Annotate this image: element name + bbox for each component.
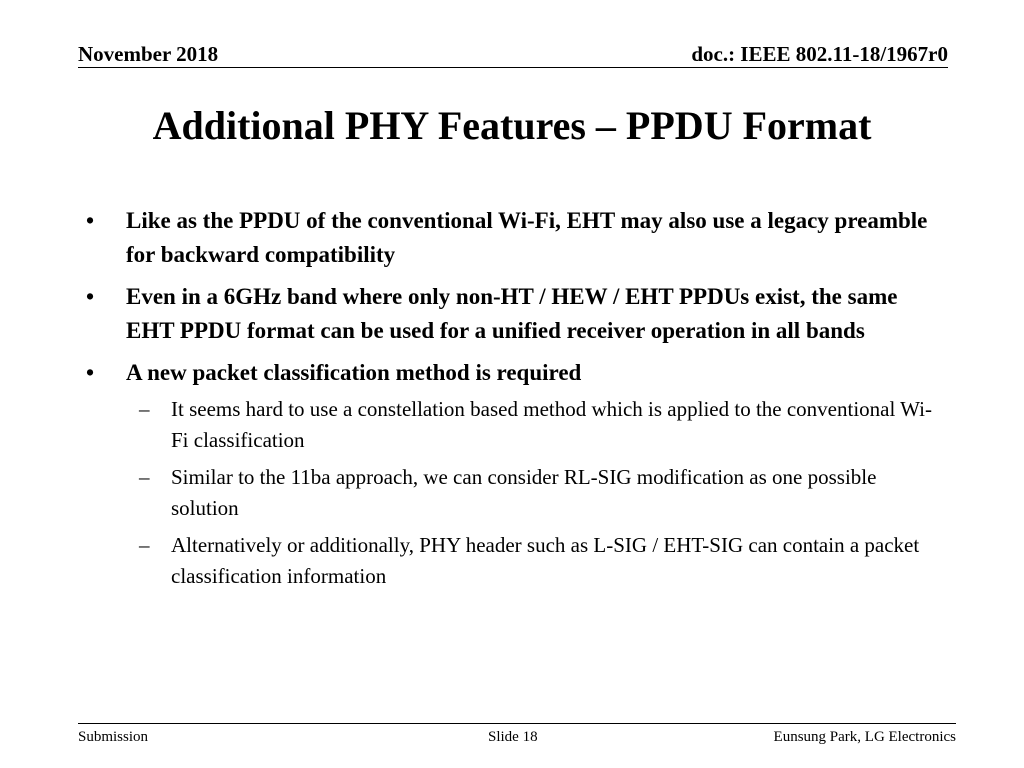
bullet-text: A new packet classification method is required <box>126 360 582 385</box>
header-doc-id: doc.: IEEE 802.11-18/1967r0 <box>691 42 948 66</box>
sub-bullet-item <box>84 530 936 592</box>
sub-bullet-text: Alternatively or additionally, PHY header such as L-SIG / EHT-SIG can contain a packet classification information <box>171 533 920 588</box>
bullet-item <box>84 280 936 348</box>
bullet-item <box>84 356 936 390</box>
footer-author: Eunsung Park, LG Electronics <box>773 729 956 745</box>
header-date: November 2018 <box>78 42 219 66</box>
slide-title: Additional PHY Features – PPDU Format <box>152 103 872 148</box>
sub-bullet-item <box>84 462 936 524</box>
bullet-text: Even in a 6GHz band where only non-HT / HEW / EHT PPDUs exist, the same EHT PPDU format can be used for a unified receiver operation in all bands <box>126 284 898 343</box>
sub-bullet-marker: – <box>139 397 150 421</box>
sub-bullet-text: It seems hard to use a constellation based method which is applied to the conventional Wi-Fi classification <box>171 397 932 452</box>
footer-slide-number: Slide 18 <box>488 729 538 745</box>
bullet-marker: • <box>86 284 95 309</box>
sub-bullet-item <box>84 394 936 456</box>
bullet-item <box>84 204 936 272</box>
bullet-text: Like as the PPDU of the conventional Wi-Fi, EHT may also use a legacy preamble for backward compatibility <box>126 208 928 267</box>
header-divider <box>78 67 948 68</box>
bullet-marker: • <box>86 360 95 385</box>
footer-submission: Submission <box>78 729 149 745</box>
sub-bullet-marker: – <box>139 533 150 557</box>
slide-body <box>84 204 936 598</box>
sub-bullet-text: Similar to the 11ba approach, we can consider RL-SIG modification as one possible solution <box>171 465 877 520</box>
footer-divider <box>78 723 956 724</box>
sub-bullet-marker: – <box>139 465 150 489</box>
bullet-marker: • <box>86 208 95 233</box>
